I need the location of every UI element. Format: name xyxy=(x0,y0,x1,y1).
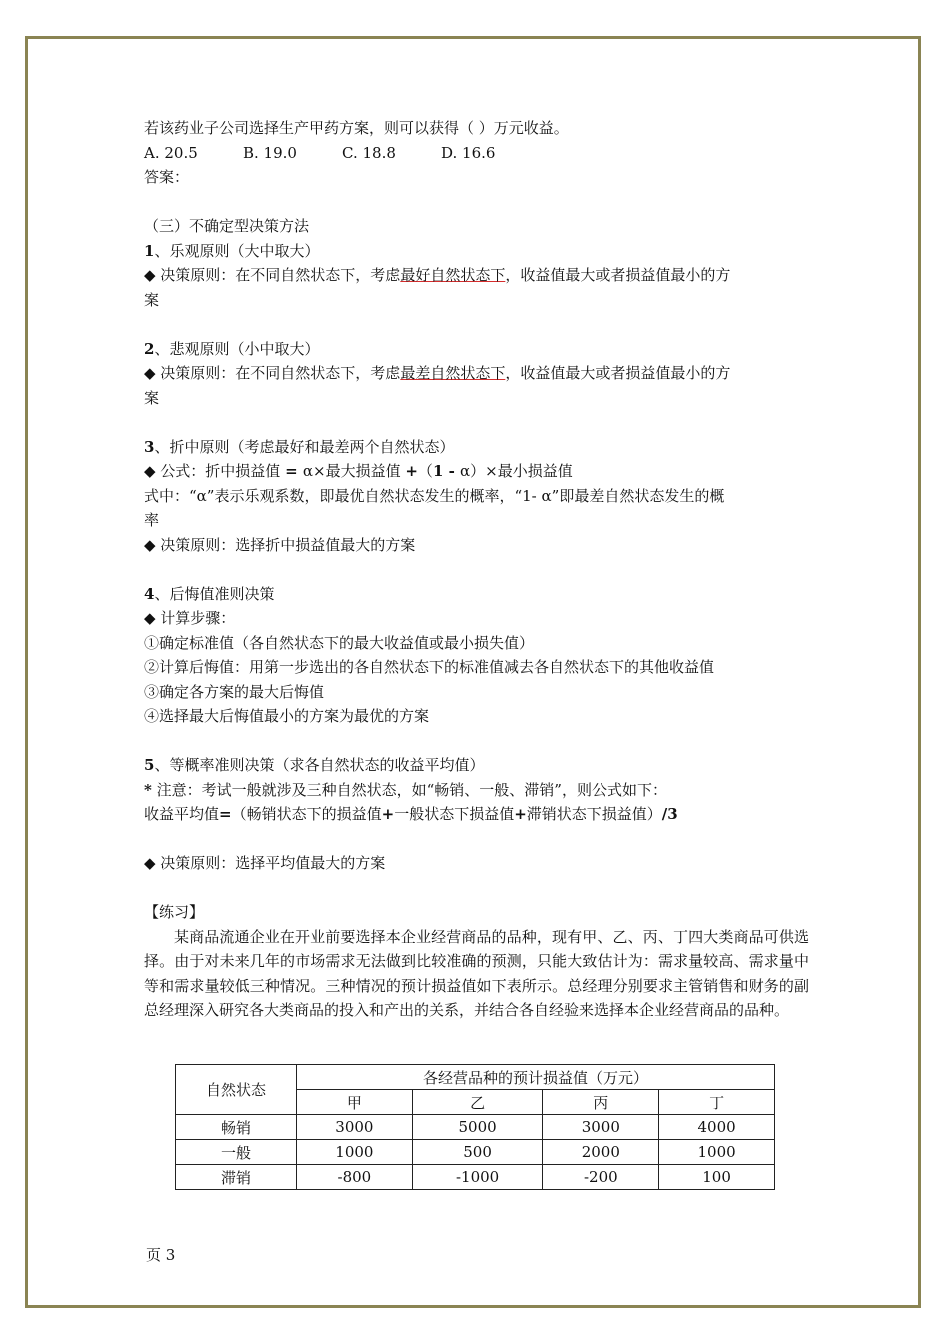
table-column-header: 丙 xyxy=(543,1090,659,1115)
table-column-header: 甲 xyxy=(297,1090,413,1115)
document-body xyxy=(144,116,809,1023)
regret-step: ②计算后悔值：用第一步选出的各自然状态下的标准值减去各自然状态下的其他收益值 xyxy=(144,658,715,676)
row-state: 一般 xyxy=(176,1140,297,1165)
table-row xyxy=(176,1165,775,1190)
pessimistic-rule-cont: 案 xyxy=(144,388,160,407)
page-number: 页 3 xyxy=(146,1246,176,1264)
question-stem: 若该药业子公司选择生产甲药方案，则可以获得（ ）万元收益。 xyxy=(144,119,569,137)
compromise-note-cont: 率 xyxy=(144,511,160,529)
compromise-heading: 3、折中原则（考虑最好和最差两个自然状态） xyxy=(144,437,455,456)
compromise-rule: ◆ 决策原则：选择折中损益值最大的方案 xyxy=(144,535,416,554)
equal-prob-heading: 5、等概率准则决策（求各自然状态的收益平均值） xyxy=(144,756,485,774)
table-cell: -1000 xyxy=(412,1165,543,1190)
regret-steps-label: ◆ 计算步骤： xyxy=(144,609,236,627)
optimistic-rule: ◆ 决策原则：在不同自然状态下，考虑最好自然状态下，收益值最大或者损益值最小的方 xyxy=(144,266,731,284)
table-row xyxy=(176,1140,775,1165)
table-cell: 1000 xyxy=(659,1140,775,1165)
table-column-header: 乙 xyxy=(412,1090,543,1115)
option-a: A. 20.5 xyxy=(144,143,198,162)
table-corner: 自然状态 xyxy=(176,1065,297,1115)
table-row xyxy=(176,1115,775,1140)
table-cell: 4000 xyxy=(659,1115,775,1140)
table-cell: 5000 xyxy=(412,1115,543,1140)
answer-label: 答案： xyxy=(144,168,190,186)
regret-heading: 4、后悔值准则决策 xyxy=(144,584,275,603)
option-b: B. 19.0 xyxy=(243,143,297,162)
exercise-text: 某商品流通企业在开业前要选择本企业经营商品的品种，现有甲、乙、丙、丁四大类商品可供选择。由于对未来几年的市场需求无法做到比较准确的预测，只能大致估计为：需求量较高、需求量中等和需求量较低三种情况。三种情况的预计损益值如下表所示。总经理分别要求主管销售和财务的副总经理深入研究各大类商品的投入和产出的关系，并结合各自经验来选择本企业经营商品的品种。 xyxy=(144,927,809,1019)
table-group-header: 各经营品种的预计损益值（万元） xyxy=(297,1065,775,1090)
table-cell: 500 xyxy=(412,1140,543,1165)
compromise-formula: ◆ 公式：折中损益值 = α×最大损益值 +（1 - α）×最小损益值 xyxy=(144,462,573,480)
table-cell: -200 xyxy=(543,1165,659,1190)
table-cell: 3000 xyxy=(543,1115,659,1140)
section-title: （三）不确定型决策方法 xyxy=(144,217,310,235)
optimistic-heading: 1、乐观原则（大中取大） xyxy=(144,241,320,260)
regret-step: ④选择最大后悔值最小的方案为最优的方案 xyxy=(144,707,430,725)
pessimistic-rule: ◆ 决策原则：在不同自然状态下，考虑最差自然状态下，收益值最大或者损益值最小的方 xyxy=(144,364,731,382)
table-cell: 100 xyxy=(659,1165,775,1190)
answer-options xyxy=(144,141,809,166)
equal-prob-formula: 收益平均值=（畅销状态下的损益值+一般状态下损益值+滞销状态下损益值）/3 xyxy=(144,805,678,823)
regret-step: ③确定各方案的最大后悔值 xyxy=(144,682,325,701)
table-column-header: 丁 xyxy=(659,1090,775,1115)
equal-prob-note: * 注意：考试一般就涉及三种自然状态，如“畅销、一般、滞销”，则公式如下： xyxy=(144,780,667,799)
optimistic-rule-cont: 案 xyxy=(144,290,160,309)
option-d: D. 16.6 xyxy=(441,143,496,162)
payoff-table xyxy=(175,1064,775,1190)
equal-prob-rule: ◆ 决策原则：选择平均值最大的方案 xyxy=(144,854,386,872)
regret-step: ①确定标准值（各自然状态下的最大收益值或最小损失值） xyxy=(144,633,535,652)
option-c: C. 18.8 xyxy=(342,143,396,162)
row-state: 畅销 xyxy=(176,1115,297,1140)
table-cell: 3000 xyxy=(297,1115,413,1140)
pessimistic-heading: 2、悲观原则（小中取大） xyxy=(144,339,320,358)
compromise-note: 式中：“α”表示乐观系数，即最优自然状态发生的概率，“1- α”即最差自然状态发生的概 xyxy=(144,486,725,505)
exercise-label: 【练习】 xyxy=(144,903,205,921)
table-cell: -800 xyxy=(297,1165,413,1190)
table-cell: 2000 xyxy=(543,1140,659,1165)
table-cell: 1000 xyxy=(297,1140,413,1165)
row-state: 滞销 xyxy=(176,1165,297,1190)
